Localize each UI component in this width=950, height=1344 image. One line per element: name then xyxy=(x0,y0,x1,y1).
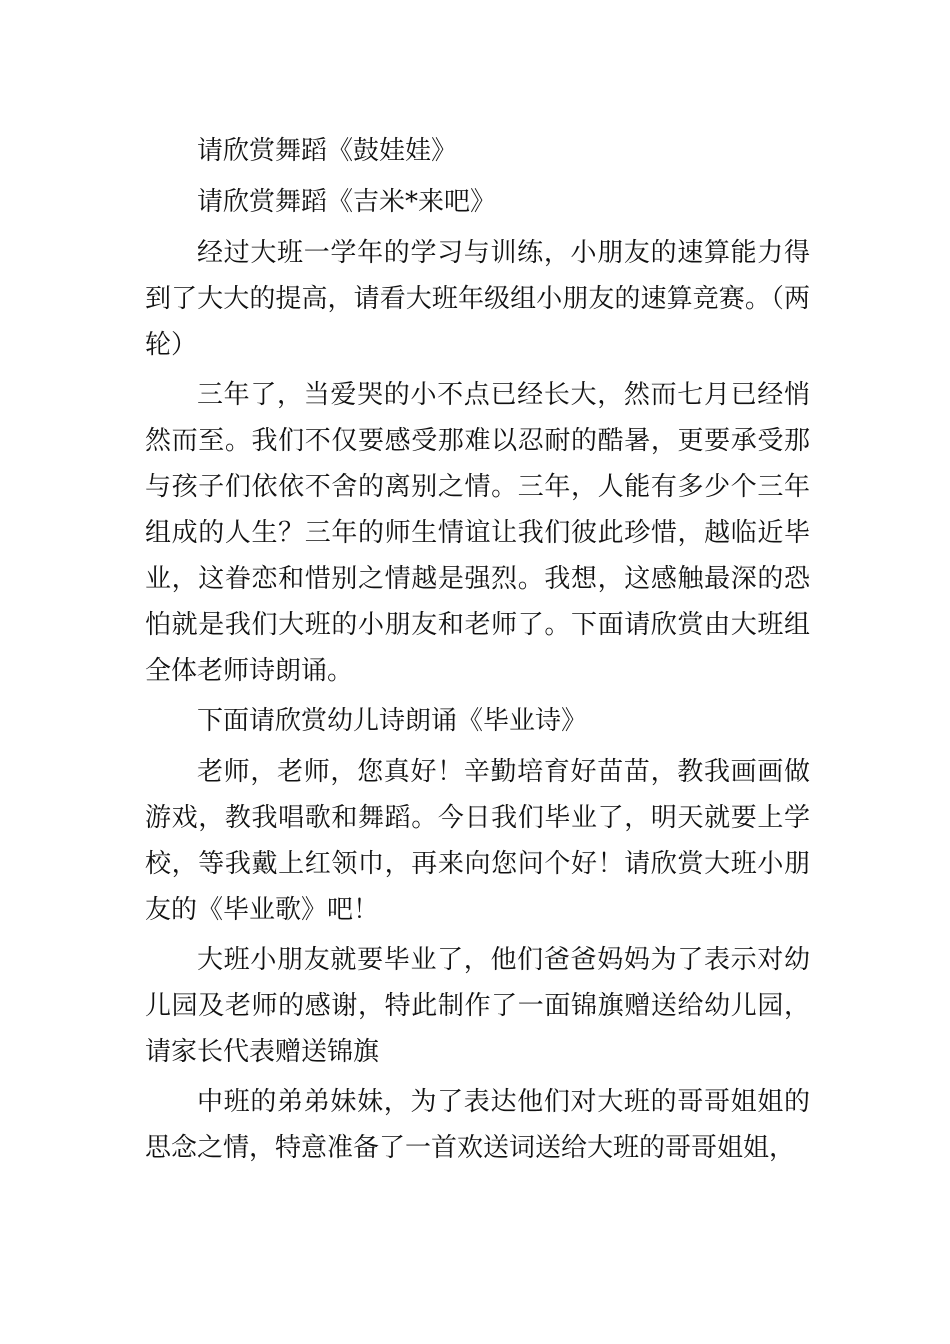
paragraph-farewell: 三年了，当爱哭的小不点已经长大，然而七月已经悄然而至。我们不仅要感受那难以忍耐的酷暑，更要承受那与孩子们依依不舍的离别之情。三年，人能有多少个三年组成的人生？三年的师生情谊让我们彼此珍惜，越临近毕业，这眷恋和惜别之情越是强烈。我想，这感触最深的恐怕就是我们大班的小朋友和老师了。下面请欣赏由大班组全体老师诗朗诵。 xyxy=(145,380,810,686)
paragraph-math-contest: 经过大班一学年的学习与训练，小朋友的速算能力得到了大大的提高，请看大班年级组小朋友的速算竞赛。（两轮） xyxy=(145,238,810,360)
paragraph-poem-intro: 下面请欣赏幼儿诗朗诵《毕业诗》 xyxy=(197,706,588,736)
document-body xyxy=(145,128,810,1175)
paragraph-dance-2: 请欣赏舞蹈《吉米*来吧》 xyxy=(197,187,497,217)
paragraph-middle-class: 中班的弟弟妹妹，为了表达他们对大班的哥哥姐姐的思念之情，特意准备了一首欢送词送给大班的哥哥姐姐， xyxy=(145,1087,810,1163)
paragraph-banner: 大班小朋友就要毕业了，他们爸爸妈妈为了表示对幼儿园及老师的感谢，特此制作了一面锦旗赠送给幼儿园，请家长代表赠送锦旗 xyxy=(145,945,810,1067)
paragraph-dance-1: 请欣赏舞蹈《鼓娃娃》 xyxy=(197,136,458,166)
paragraph-teacher-poem: 老师，老师，您真好！辛勤培育好苗苗，教我画画做游戏，教我唱歌和舞蹈。今日我们毕业了，明天就要上学校，等我戴上红领巾，再来向您问个好！请欣赏大班小朋友的《毕业歌》吧！ xyxy=(145,757,810,925)
